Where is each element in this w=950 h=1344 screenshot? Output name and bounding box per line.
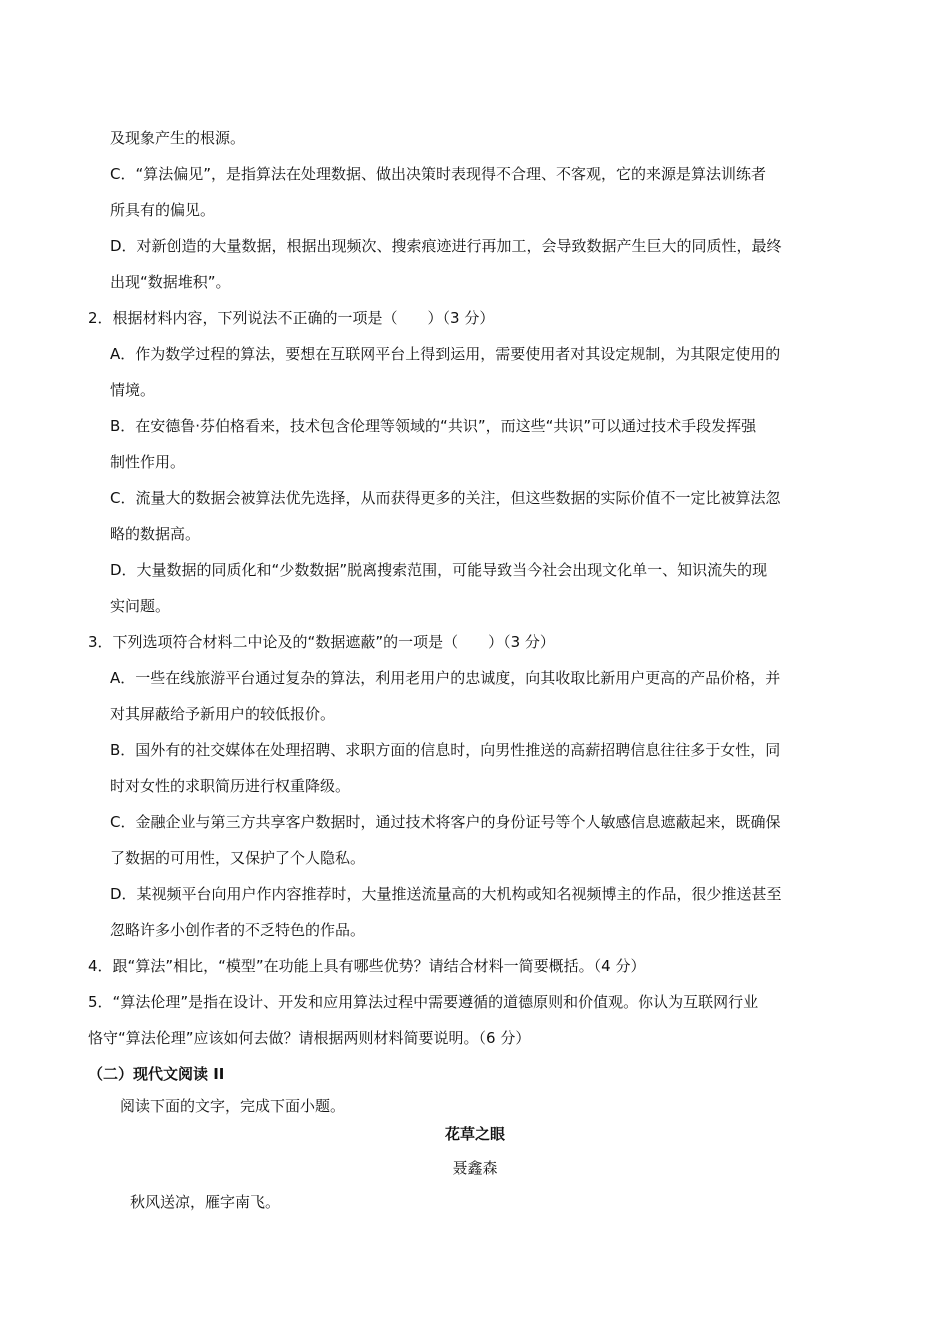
- reading-instruction: 阅读下面的文字，完成下面小题。: [120, 1097, 346, 1115]
- option-c: C．金融企业与第三方共享客户数据时，通过技术将客户的身份证号等个人敏感信息遮蔽起来，既确保: [110, 813, 781, 831]
- text-line: 了数据的可用性，又保护了个人隐私。: [110, 849, 366, 867]
- text-line: 对其屏蔽给予新用户的较低报价。: [110, 705, 336, 723]
- text-line: 及现象产生的根源。: [110, 129, 246, 147]
- text-line: 所具有的偏见。: [110, 201, 216, 219]
- text-line: 恪守“算法伦理”应该如何去做？请根据两则材料简要说明。（6 分）: [88, 1029, 531, 1047]
- article-title: 花草之眼: [444, 1125, 505, 1143]
- question-4: 4．跟“算法”相比，“模型”在功能上具有哪些优势？请结合材料一简要概括。（4 分）: [88, 957, 646, 975]
- option-d: D．某视频平台向用户作内容推荐时，大量推送流量高的大机构或知名视频博主的作品，很少推送甚至: [110, 885, 782, 903]
- option-b: B．在安德鲁·芬伯格看来，技术包含伦理等领域的“共识”，而这些“共识”可以通过技术手段发挥强: [110, 417, 757, 435]
- text-line: 略的数据高。: [110, 525, 201, 543]
- text-line: 出现“数据堆积”。: [110, 273, 231, 291]
- section-heading: （二）现代文阅读 II: [88, 1065, 225, 1083]
- option-a: A．作为数学过程的算法，要想在互联网平台上得到运用，需要使用者对其设定规制，为其限定使用的: [110, 345, 781, 363]
- text-line: 制性作用。: [110, 453, 186, 471]
- text-line: 忽略许多小创作者的不乏特色的作品。: [110, 921, 366, 939]
- question-2: 2．根据材料内容，下列说法不正确的一项是（ ）（3 分）: [88, 309, 495, 327]
- question-5: 5．“算法伦理”是指在设计、开发和应用算法过程中需要遵循的道德原则和价值观。你认为互联网行业: [88, 993, 759, 1011]
- option-d: D．大量数据的同质化和“少数数据”脱离搜索范围，可能导致当今社会出现文化单一、知识流失的现: [110, 561, 768, 579]
- text-line: 时对女性的求职简历进行权重降级。: [110, 777, 351, 795]
- text-line: 情境。: [110, 381, 156, 399]
- option-c: C．“算法偏见”，是指算法在处理数据、做出决策时表现得不合理、不客观，它的来源是算法训练者: [110, 165, 767, 183]
- question-3: 3．下列选项符合材料二中论及的“数据遮蔽”的一项是（ ）（3 分）: [88, 633, 555, 651]
- option-b: B．国外有的社交媒体在处理招聘、求职方面的信息时，向男性推送的高薪招聘信息往往多于女性，同: [110, 741, 781, 759]
- article-author: 聂鑫森: [452, 1159, 498, 1177]
- text-line: 实问题。: [110, 597, 171, 615]
- option-a: A．一些在线旅游平台通过复杂的算法，利用老用户的忠诚度，向其收取比新用户更高的产品价格，并: [110, 669, 781, 687]
- option-d: D．对新创造的大量数据，根据出现频次、搜索痕迹进行再加工，会导致数据产生巨大的同质性，最终: [110, 237, 782, 255]
- article-paragraph: 秋风送凉，雁字南飞。: [130, 1193, 281, 1211]
- option-c: C．流量大的数据会被算法优先选择，从而获得更多的关注，但这些数据的实际价值不一定比被算法忽: [110, 489, 781, 507]
